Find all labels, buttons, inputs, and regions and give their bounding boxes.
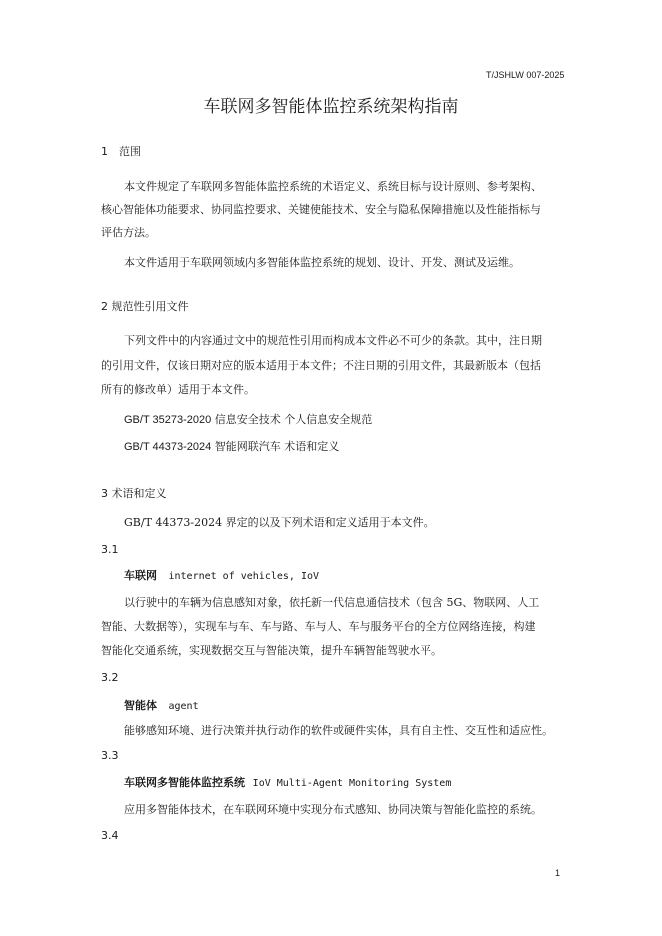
- term-3-1-def-line2: 智能、大数据等），实现车与车、车与路、车与人、车与服务平台的全方位网络连接，构建: [101, 620, 536, 633]
- term-3-2-zh: 智能体: [124, 699, 157, 712]
- section-1-para1-line2: 核心智能体功能要求、协同监控要求、关键使能技术、安全与隐私保障措施以及性能指标与: [101, 203, 541, 216]
- term-3-2-def: 能够感知环境、进行决策并执行动作的软件或硬件实体，具有自主性、交互性和适应性。: [124, 724, 553, 737]
- term-3-1-title: [124, 567, 319, 583]
- term-3-3-number: 3.3: [101, 749, 119, 762]
- term-3-1-def-line3: 智能化交通系统，实现数据交互与智能决策，提升车辆智能驾驶水平。: [101, 644, 442, 657]
- section-3-intro: GB/T 44373-2024 界定的以及下列术语和定义适用于本文件。: [124, 516, 435, 529]
- reference-1-code: GB/T 35273-2020: [124, 414, 212, 426]
- term-3-1-def-line1: 以行驶中的车辆为信息感知对象，依托新一代信息通信技术（包含 5G、物联网、人工: [124, 596, 540, 609]
- term-3-2-number: 3.2: [101, 671, 119, 684]
- section-2-para-line2: 的引用文件，仅该日期对应的版本适用于本文件；不注日期的引用文件，其最新版本（包括: [101, 359, 541, 372]
- section-1-para1-line3: 评估方法。: [101, 226, 156, 239]
- section-2-para-line3: 所有的修改单）适用于本文件。: [101, 383, 255, 396]
- standard-id: T/JSHLW 007-2025: [486, 70, 565, 80]
- term-3-1-zh: 车联网: [124, 569, 157, 582]
- term-3-1-number: 3.1: [101, 543, 119, 556]
- reference-2-code: GB/T 44373-2024: [124, 441, 212, 453]
- term-3-1-en: internet of vehicles, IoV: [168, 571, 320, 582]
- section-2-heading: 2 规范性引用文件: [101, 300, 189, 313]
- reference-1: [124, 411, 372, 427]
- term-3-4-number: 3.4: [101, 829, 119, 842]
- section-1-para2: 本文件适用于车联网领域内多智能体监控系统的规划、设计、开发、测试及运维。: [124, 256, 520, 269]
- reference-2: [124, 438, 339, 454]
- term-3-3-title: [124, 774, 451, 790]
- document-title: 车联网多智能体监控系统架构指南: [203, 97, 459, 117]
- term-3-2-en: agent: [168, 701, 199, 712]
- page-number: 1: [555, 868, 561, 878]
- reference-1-name: 信息安全技术 个人信息安全规范: [214, 413, 373, 426]
- term-3-3-def: 应用多智能体技术，在车联网环境中实现分布式感知、协同决策与智能化监控的系统。: [124, 803, 542, 816]
- section-3-heading: 3 术语和定义: [101, 487, 167, 500]
- reference-2-name: 智能网联汽车 术语和定义: [214, 440, 340, 453]
- term-3-2-title: [124, 697, 199, 713]
- term-3-3-en: IoV Multi-Agent Monitoring System: [252, 778, 452, 789]
- section-1-para1-line1: 本文件规定了车联网多智能体监控系统的术语定义、系统目标与设计原则、参考架构、: [124, 180, 542, 193]
- section-1-heading: 1 范围: [101, 145, 141, 158]
- term-3-3-zh: 车联网多智能体监控系统: [124, 776, 245, 789]
- section-2-para-line1: 下列文件中的内容通过文中的规范性引用而构成本文件必不可少的条款。其中，注日期: [124, 334, 542, 347]
